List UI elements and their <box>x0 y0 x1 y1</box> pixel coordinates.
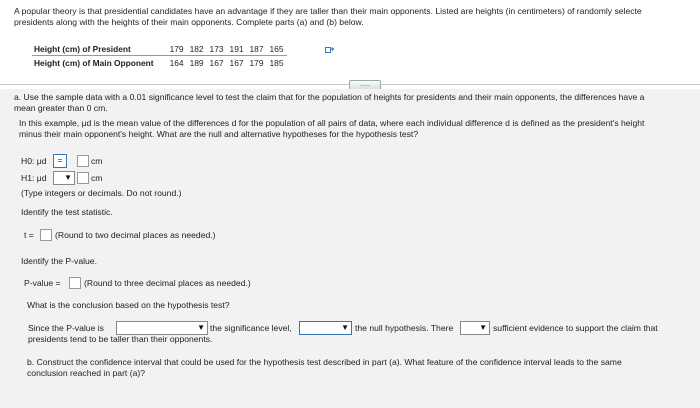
copy-data-icon[interactable] <box>325 45 333 52</box>
evidence-select[interactable] <box>460 321 490 335</box>
p-value-input[interactable] <box>69 277 81 289</box>
p-value-label: P-value = <box>24 278 61 288</box>
chevron-down-icon: ▼ <box>341 323 349 332</box>
chevron-down-icon: ▼ <box>64 173 72 182</box>
p-round-note: (Round to three decimal places as needed.) <box>84 278 251 288</box>
part-a-line-1: a. Use the sample data with a 0.01 significance level to test the claim that for the population of heights for presidents and their main opponents, the differences have a <box>14 92 645 102</box>
table-cell: 167 <box>229 57 244 68</box>
part-a-section <box>0 89 700 408</box>
part-a-prompt <box>14 92 644 114</box>
t-statistic-input[interactable] <box>40 229 52 241</box>
h0-unit: cm <box>91 156 103 166</box>
part-a-line-2: mean greater than 0 cm. <box>14 103 108 113</box>
pvalue-comparison-select[interactable] <box>116 321 208 335</box>
h1-value-input[interactable] <box>77 172 89 184</box>
table-cell: 165 <box>268 42 288 56</box>
row-label-president: Height (cm) of President <box>32 42 168 56</box>
sufficient-text: sufficient evidence to support the claim that <box>493 323 658 333</box>
example-line-1: In this example, μd is the mean value of the differences d for the population of all pairs of data, where each individual difference d is defined as the president's height <box>19 118 645 128</box>
t-label: t = <box>24 230 34 240</box>
table-cell: 182 <box>188 42 208 56</box>
heights-table <box>32 42 287 69</box>
reject-decision-select[interactable] <box>299 321 352 335</box>
intro-line-1: A popular theory is that presidential candidates have an advantage if they are taller than their main opponents. Listed are heights (in centimeters) of randomly selecte <box>14 6 642 16</box>
table-row <box>32 42 287 56</box>
table-cell: 179 <box>168 42 188 56</box>
table-cell: 167 <box>209 57 224 68</box>
h0-value-input[interactable] <box>77 155 89 167</box>
h1-label: H1: μd <box>21 173 47 183</box>
null-hyp-text: the null hypothesis. There <box>355 323 454 333</box>
t-round-note: (Round to two decimal places as needed.) <box>55 230 216 240</box>
part-b-line-2: conclusion reached in part (a)? <box>27 368 145 378</box>
table-cell: 164 <box>169 57 184 68</box>
chevron-down-icon: ▼ <box>197 323 205 332</box>
conclusion-question: What is the conclusion based on the hypothesis test? <box>27 300 230 310</box>
table-row <box>32 56 287 70</box>
conclusion-end-text: presidents tend to be taller than their opponents. <box>28 334 213 344</box>
table-cell: 189 <box>189 57 204 68</box>
problem-intro <box>14 6 642 28</box>
h1-unit: cm <box>91 173 103 183</box>
example-text <box>19 118 644 140</box>
sig-level-text: the significance level, <box>210 323 292 333</box>
chevron-down-icon: ▼ <box>479 323 487 332</box>
table-cell: 191 <box>228 42 248 56</box>
since-text: Since the P-value is <box>28 323 104 333</box>
identify-stat-text: Identify the test statistic. <box>21 207 113 217</box>
table-cell: 179 <box>249 57 264 68</box>
row-label-opponent: Height (cm) of Main Opponent <box>34 57 154 68</box>
part-b-prompt <box>27 357 622 379</box>
expand-more-button[interactable]: ..... <box>349 80 381 91</box>
h0-operator-box[interactable]: = <box>53 154 67 168</box>
h0-label: H0: μd <box>21 156 47 166</box>
table-cell: 185 <box>269 57 284 68</box>
table-cell: 187 <box>248 42 268 56</box>
type-note: (Type integers or decimals. Do not round.) <box>21 188 182 198</box>
intro-line-2: presidents along with the heights of their main opponents. Complete parts (a) and (b) below. <box>14 17 364 27</box>
example-line-2: minus their main opponent's height. What are the null and alternative hypotheses for the hypothesis test? <box>19 129 419 139</box>
h1-operator-select[interactable] <box>53 171 75 185</box>
part-b-line-1: b. Construct the confidence interval that could be used for the hypothesis test described in part (a). What feature of the confidence interval leads to the same <box>27 357 622 367</box>
table-cell: 173 <box>208 42 228 56</box>
identify-p-text: Identify the P-value. <box>21 256 97 266</box>
